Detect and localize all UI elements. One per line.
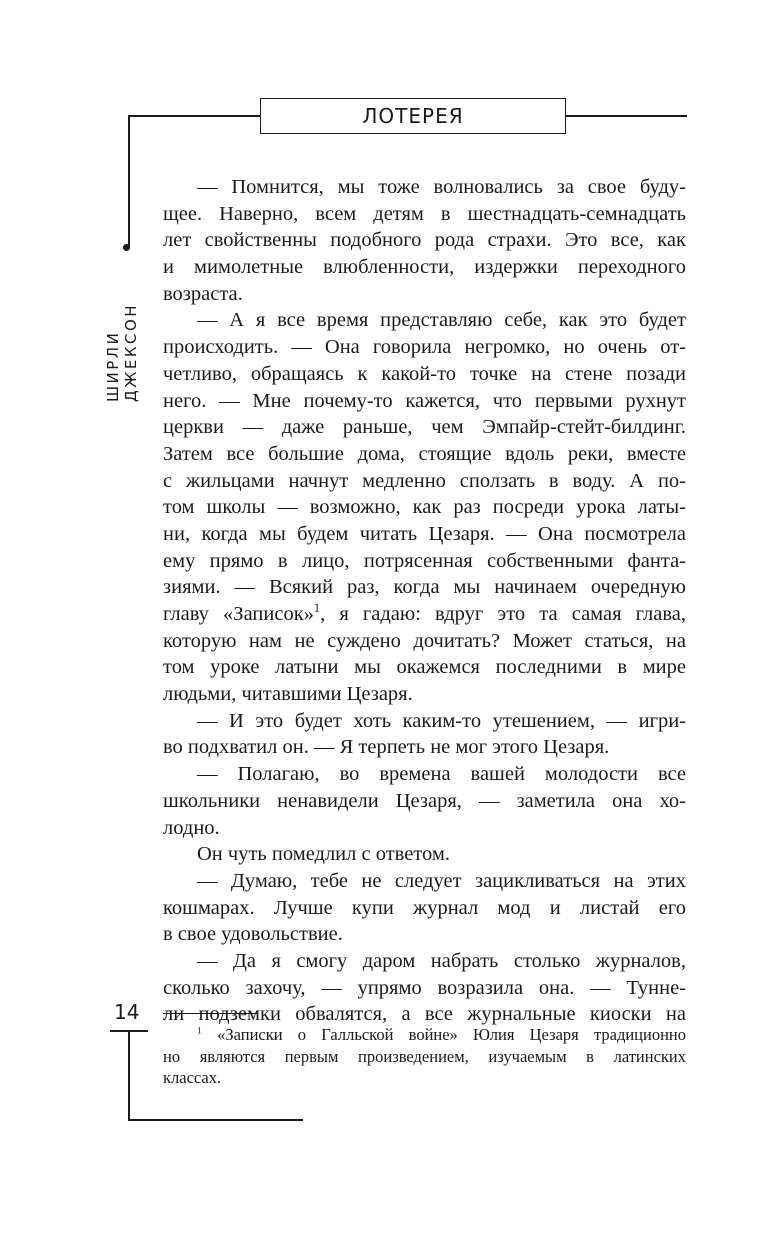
footnote-ref: 1 <box>313 601 321 616</box>
footnote <box>163 1024 686 1089</box>
text-fragment: , я гадаю: вдруг это та самая глава, <box>320 603 686 625</box>
text-line-with-footnote <box>163 601 686 628</box>
running-title: ЛОТЕРЕЯ <box>260 98 566 134</box>
text-line: с жильцами начнут медленно сползать в воду. А по- <box>163 469 686 492</box>
text-line: в свое удовольствие. <box>163 923 343 946</box>
text-line: — Полагаю, во времена вашей молодости все <box>197 763 686 786</box>
page-number: 14 <box>114 1000 140 1024</box>
text-line: церкви — даже раньше, чем Эмпайр-стейт-билдинг. <box>163 416 686 439</box>
text-line: происходить. — Она говорила негромко, но очень от- <box>163 336 686 359</box>
text-line: — Да я смогу даром набрать столько журналов, <box>197 949 686 972</box>
text-line: лодно. <box>163 816 220 839</box>
text-line: том уроке латыни мы окажемся последними в мире <box>163 656 686 679</box>
text-line: сколько захочу, — упрямо возразила она. — Тунне- <box>163 976 686 999</box>
text-line: людьми, читавшими Цезаря. <box>163 683 413 706</box>
text-line: кошмарах. Лучше купи журнал мод и листай его <box>163 896 686 919</box>
text-line: Он чуть помедлил с ответом. <box>197 843 450 866</box>
text-line: — Помнится, мы тоже волновались за свое буду- <box>197 176 686 198</box>
text-line: ему прямо в лицо, потрясенная собственными фанта- <box>163 549 686 572</box>
text-line: четливо, обращаясь к какой-то точке на стене позади <box>163 362 686 385</box>
margin-rule-top <box>128 115 130 248</box>
text-line: лет свойственны подобного рода страхи. Это все, как <box>163 229 686 252</box>
text-line: него. — Мне почему-то кажется, что первыми рухнут <box>163 389 686 412</box>
footnote-marker: 1 <box>197 1025 202 1037</box>
footnote-text: но <box>163 1046 181 1066</box>
margin-rule-bottom <box>128 1030 130 1120</box>
text-line: ни, когда мы будем читать Цезаря. — Она посмотрела <box>163 522 686 545</box>
footnote-text: «Записки о Галльской войне» Юлия Цезаря традиционно <box>201 1025 686 1044</box>
text-line: том школы — возможно, как раз посреди урока латы- <box>163 496 686 519</box>
text-line: Затем все большие дома, стоящие вдоль реки, вместе <box>163 442 686 465</box>
text-line: щее. Наверно, всем детям в шестнадцать-семнадцать <box>163 202 686 225</box>
footnote-line: классах. <box>163 1068 222 1087</box>
running-author: ШИРЛИ ДЖЕКСОН <box>104 302 140 402</box>
text-line: возраста. <box>163 282 243 305</box>
text-line: — Думаю, тебе не следует зацикливаться на этих <box>197 869 686 892</box>
header-rule-left <box>128 115 261 117</box>
text-line: и мимолетные влюбленности, издержки переходного <box>163 256 686 279</box>
body-text <box>163 174 686 1028</box>
footnote-text: являются первым произведением, изучаемым в латинских <box>199 1046 687 1066</box>
footnote-line <box>163 1046 686 1068</box>
text-line: ли подземки обвалятся, а все журнальные киоски на <box>163 1003 686 1026</box>
text-line: во подхватил он. — Я терпеть не мог этого Цезаря. <box>163 736 610 759</box>
text-line: — И это будет хоть каким-то утешением, — игри- <box>197 709 686 732</box>
header-rule-right <box>566 115 687 117</box>
text-line: школьники ненавидели Цезаря, — заметила она хо- <box>163 789 686 812</box>
text-line: зиями. — Всякий раз, когда мы начинаем очередную <box>163 576 686 599</box>
footnote-line <box>163 1024 686 1046</box>
text-fragment: главу «Записок» <box>163 603 314 625</box>
text-line: — А я все время представляю себе, как это будет <box>197 309 686 332</box>
footer-rule-bottom <box>128 1119 303 1121</box>
text-line: которую нам не суждено дочитать? Может статься, на <box>163 629 686 652</box>
